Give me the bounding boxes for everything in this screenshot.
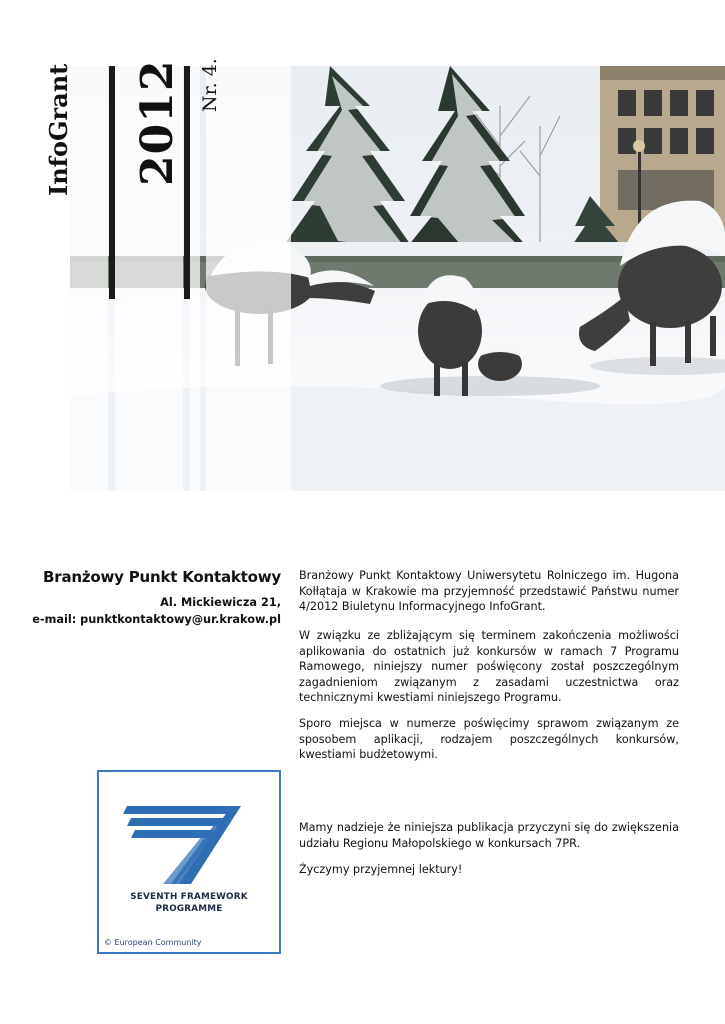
paragraph-topics: Sporo miejsca w numerze poświęcimy sprawom związanym ze sposobem aplikacji, rodzajem poszczególnych konkursów, kwestiami budżetowymi.: [299, 717, 679, 762]
logo-line-1: SEVENTH FRAMEWORK: [130, 892, 248, 902]
paragraph-intro: Branżowy Punkt Kontaktowy Uniwersytetu Rolniczego im. Hugona Kołłątaja w Krakowie ma przyjemność przedstawić Państwu numer 4/2012 Biuletynu Informacyjnego InfoGrant.: [299, 569, 679, 614]
cover-strip: [70, 66, 108, 491]
email-address: e-mail: punktkontaktowy@ur.krakow.pl: [32, 613, 281, 626]
cover-divider: [109, 66, 115, 299]
cover-divider: [184, 66, 190, 299]
organization-name: Branżowy Punkt Kontaktowy: [43, 568, 281, 586]
address: Al. Mickiewicza 21,: [160, 596, 281, 609]
paragraph-context: W związku ze zbliżającym się terminem zakończenia możliwości aplikowania do ostatnich już konkursów w ramach 7 Programu Ramowego, niniejszy numer poświęcony został poszczególnym zagadnieniom związanym z zasadami uczestnictwa oraz technicznymi kwestiami niniejszego Programu.: [299, 629, 679, 705]
logo-line-2: PROGRAMME: [155, 904, 223, 914]
logo-copyright: © European Community: [104, 938, 202, 947]
issue-number: Nr. 4.: [199, 58, 221, 112]
contact-block: [32, 568, 281, 628]
brand-title: InfoGrant: [44, 63, 73, 196]
cover-strip: [206, 66, 291, 491]
fp7-logo: [97, 770, 281, 954]
cover-strip: [190, 66, 200, 491]
paragraph-hope: Mamy nadzieje że niniejsza publikacja przyczyni się do zwiększenia udziału Regionu Małopolskiego w konkursach 7PR.: [299, 821, 679, 850]
year-title: 2012: [132, 59, 183, 186]
fp7-seven-icon: [99, 772, 279, 892]
paragraph-closing: Życzymy przyjemnej lektury!: [299, 863, 463, 876]
